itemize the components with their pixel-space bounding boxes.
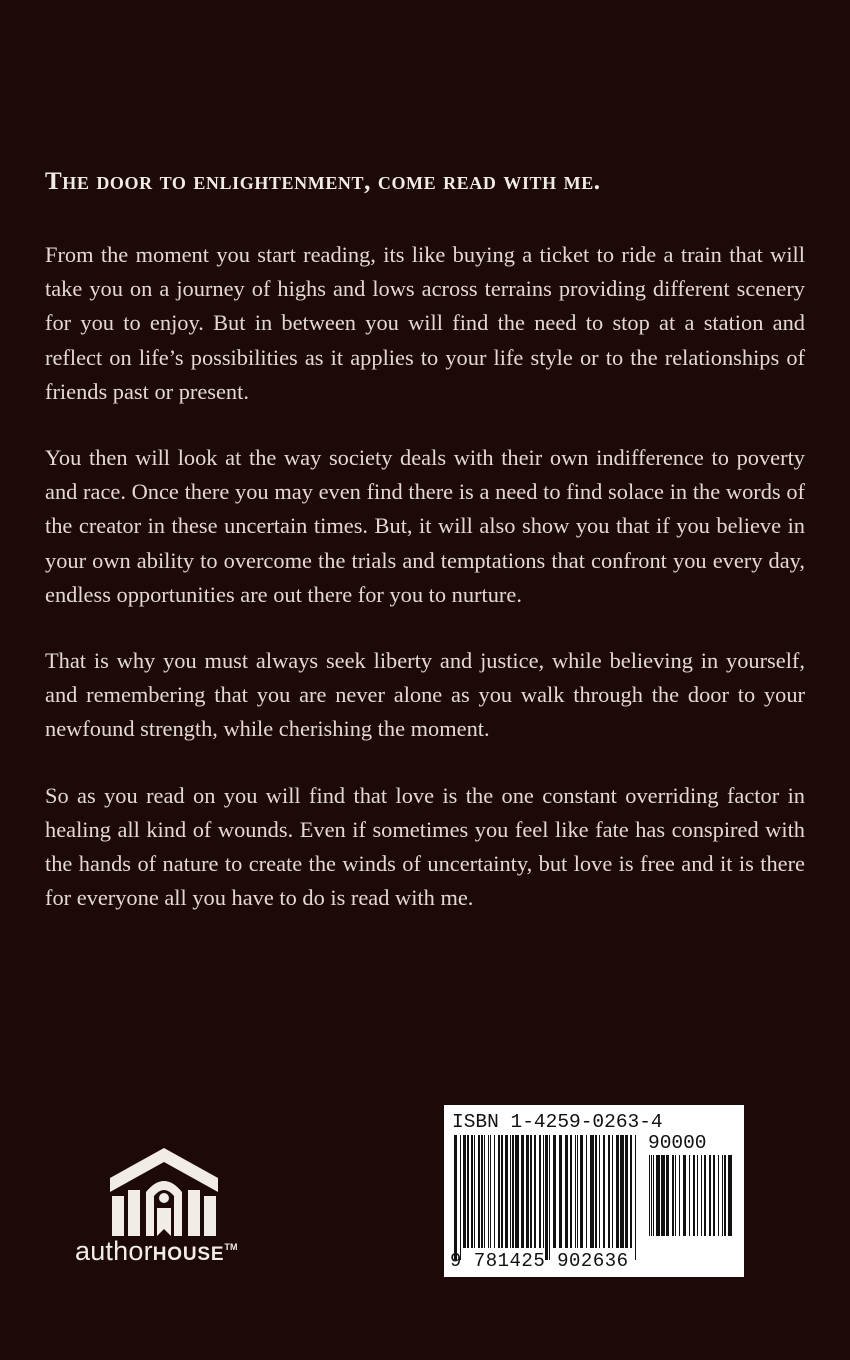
barcode-bar <box>484 1135 485 1248</box>
barcode-bar <box>575 1135 576 1248</box>
barcode-bar <box>565 1135 568 1248</box>
barcode-bar <box>713 1155 715 1236</box>
blurb-paragraph-1: From the moment you start reading, its like buying a ticket to ride a train that will take you on a journey of highs and lows across terrains providing different scenery for you to enjoy. But in between you will find the need to stop at a station and reflect on life’s possibilities as it applies to your life style or to the relationships of friends past or present. <box>45 242 805 404</box>
barcode-bar <box>649 1155 650 1236</box>
barcode-bar <box>661 1155 665 1236</box>
barcode-bar <box>595 1135 597 1248</box>
price-addon-barcode-bars <box>649 1155 734 1248</box>
blurb-paragraph-3: That is why you must always seek liberty and justice, while believing in yourself, and remembering that you are never alone as you walk through the door to your newfound strength, while cherishing the moment. <box>45 648 805 742</box>
barcode-bar <box>510 1135 511 1248</box>
barcode-bar <box>630 1135 632 1248</box>
barcode-bar <box>460 1135 461 1260</box>
barcode-bar <box>722 1155 723 1236</box>
barcode-bar <box>539 1135 541 1248</box>
publisher-wordmark <box>75 1236 238 1267</box>
barcode-bar <box>701 1155 702 1236</box>
barcode-bar <box>553 1135 556 1248</box>
barcode-bar <box>718 1155 719 1236</box>
barcode-bar <box>559 1135 562 1248</box>
barcode-bar <box>526 1135 529 1248</box>
barcode-bar <box>478 1135 480 1248</box>
barcode-bar <box>653 1155 654 1236</box>
barcode-bar <box>697 1155 698 1236</box>
barcode-bar <box>505 1135 508 1248</box>
barcode-bar <box>675 1155 676 1236</box>
barcode-bar <box>530 1135 532 1248</box>
barcode-bar <box>488 1135 489 1248</box>
blurb-paragraph-4: So as you read on you will find that love is the one constant overriding factor in healing all kind of wounds. Even if sometimes you feel like fate has conspired with the hands of nature to create the winds of uncertainty, but love is free and it is there for everyone all you have to do is read with me. <box>45 782 805 911</box>
barcode-bar <box>521 1135 524 1248</box>
barcode-bar <box>709 1155 711 1236</box>
barcode-bar <box>471 1135 473 1248</box>
publisher-name-part1: author <box>75 1236 153 1266</box>
barcode-bar <box>590 1135 594 1248</box>
price-code-label: 90000 <box>648 1132 707 1154</box>
barcode-bar <box>481 1135 483 1248</box>
barcode-bar <box>666 1155 669 1236</box>
publisher-name-part2: HOUSE <box>152 1244 225 1265</box>
barcode-bar <box>672 1155 674 1236</box>
ean-number-label: 9 781425 902636 <box>450 1250 629 1272</box>
blurb-paragraph-2: You then will look at the way society deals with their own indifference to poverty and race. Once there you may even find there is a need to find solace in the words of the creator in these uncertain times. But, it will also show you that if you believe in your own ability to overcome the trials and temptations that confront you every day, endless opportunities are out there for you to nurture. <box>45 445 805 607</box>
barcode-bar <box>616 1135 619 1248</box>
barcode-bar <box>549 1135 550 1260</box>
barcode-bar <box>683 1155 686 1236</box>
barcode-bar <box>494 1135 495 1248</box>
barcode-bar <box>603 1135 605 1248</box>
barcode-bar <box>625 1135 628 1248</box>
barcode-bar <box>512 1135 514 1248</box>
barcode-bar <box>656 1155 660 1236</box>
barcode-bar <box>651 1155 652 1236</box>
isbn-label: ISBN 1-4259-0263-4 <box>452 1111 663 1133</box>
barcode-bar <box>534 1135 536 1248</box>
publisher-logo <box>75 1135 275 1275</box>
barcode-bar <box>501 1135 503 1248</box>
barcode-bar <box>580 1135 583 1248</box>
barcode-bar <box>608 1135 610 1248</box>
barcode-bar <box>577 1135 578 1248</box>
barcode-bar <box>635 1135 636 1260</box>
barcode-bar <box>490 1135 491 1248</box>
ean-barcode-bars <box>454 1135 639 1260</box>
barcode-bar <box>586 1135 587 1248</box>
barcode-bar <box>467 1135 469 1248</box>
barcode-bar <box>515 1135 519 1248</box>
barcode-bar <box>704 1155 706 1236</box>
barcode-bar <box>620 1135 624 1248</box>
authorhouse-logo-icon <box>108 1140 220 1240</box>
barcode-bar <box>454 1135 457 1260</box>
barcode-bar <box>543 1135 544 1248</box>
barcode-bar <box>728 1155 732 1236</box>
barcode-bar <box>693 1155 695 1236</box>
blurb <box>45 238 805 947</box>
back-cover-headline: The door to enlightenment, come read with me. <box>45 168 601 195</box>
barcode-bar <box>679 1155 680 1236</box>
isbn-barcode <box>444 1105 744 1277</box>
trademark-mark: TM <box>224 1242 238 1252</box>
barcode-bar <box>463 1135 466 1248</box>
barcode-bar <box>545 1135 548 1260</box>
barcode-bar <box>689 1155 690 1236</box>
barcode-bar <box>498 1135 500 1248</box>
barcode-bar <box>599 1135 600 1248</box>
barcode-bar <box>474 1135 475 1248</box>
barcode-bar <box>612 1135 613 1248</box>
barcode-bar <box>570 1135 572 1248</box>
barcode-bar <box>724 1155 726 1236</box>
